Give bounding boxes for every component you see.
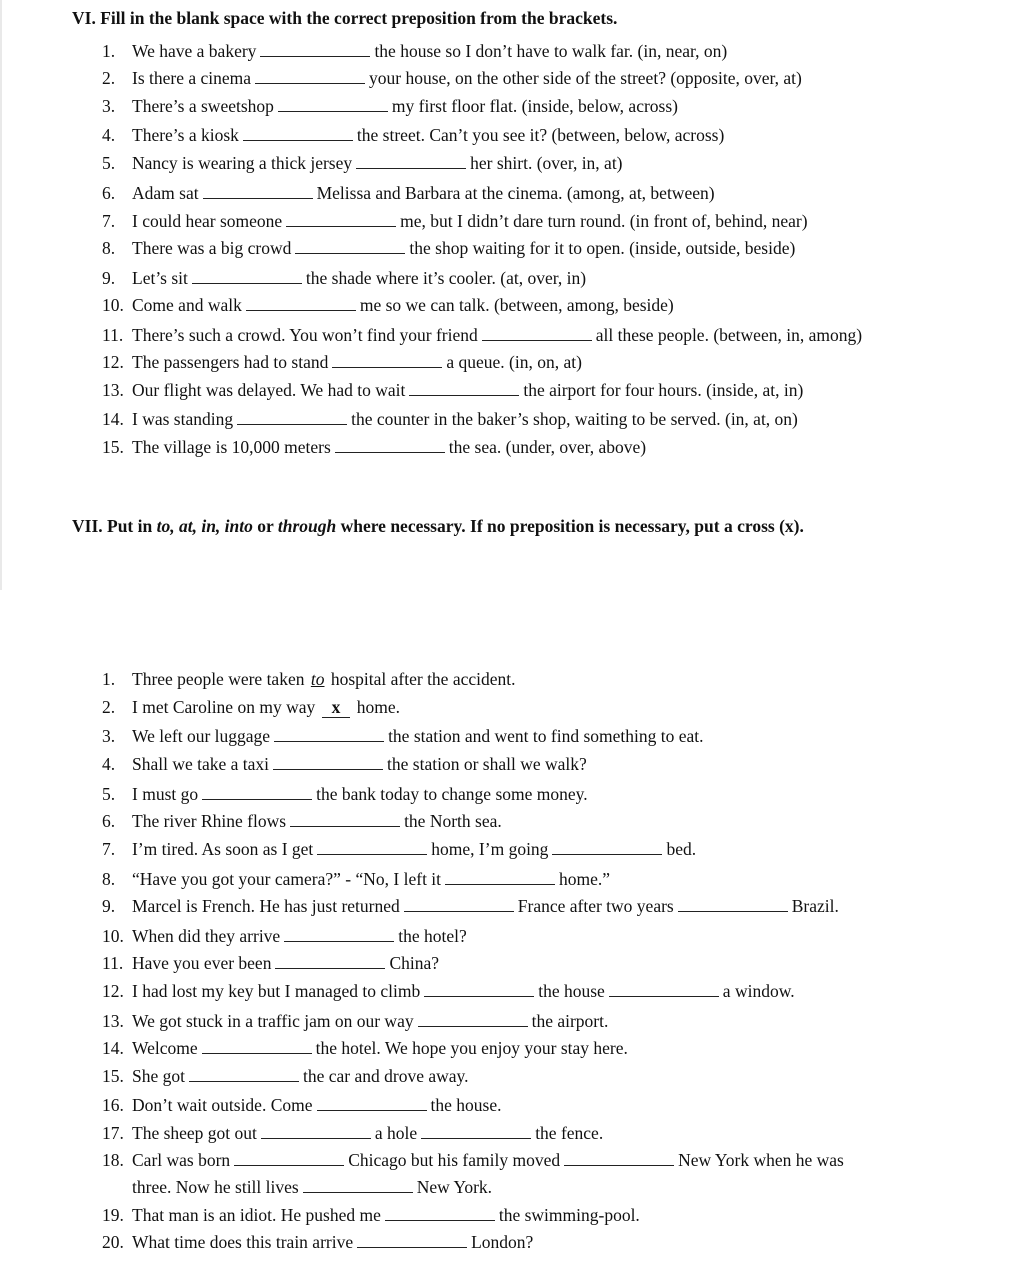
answer-blank[interactable]	[273, 755, 383, 770]
answer-blank[interactable]	[418, 1012, 528, 1027]
item-number: 4.	[102, 125, 116, 145]
answer-blank[interactable]	[303, 1178, 413, 1193]
item-text-after: the bank today to change some money.	[316, 784, 588, 804]
item-text-before: Let’s sit	[132, 268, 188, 288]
item-text-before: I could hear someone	[132, 211, 283, 231]
item-text-after: the shop waiting for it to open. (inside, outside, beside)	[409, 238, 796, 258]
item-text-after: the house so I don’t have to walk far. (in, near, on)	[374, 41, 728, 61]
exercise-6-item-7	[102, 211, 808, 233]
answer-blank[interactable]	[482, 326, 592, 341]
item-number: 7.	[102, 211, 116, 231]
item-number: 15.	[102, 437, 124, 457]
item-number: 14.	[102, 409, 124, 429]
exercise-7-item-18-continued: three. Now he still lives New York.	[132, 1177, 493, 1197]
item-text-before: The passengers had to stand	[132, 352, 329, 372]
exercise-6-item-2	[102, 68, 802, 90]
item-number: 8.	[102, 238, 116, 258]
answer-blank[interactable]	[295, 239, 405, 254]
answer-blank[interactable]	[357, 1233, 467, 1248]
section-6-heading: VI. Fill in the blank space with the correct preposition from the brackets.	[72, 8, 618, 28]
answer-blank[interactable]	[335, 438, 445, 453]
exercise-6-item-9	[102, 268, 586, 290]
item-text-after: her shirt. (over, in, at)	[470, 153, 623, 173]
exercise-7-item-1: 1. Three people were taken to hospital after the accident.	[102, 669, 516, 689]
answer-blank[interactable]	[237, 410, 347, 425]
answer-blank[interactable]	[356, 154, 466, 169]
exercise-7-item-8: 8. “Have you got your camera?” - “No, I left it home.”	[102, 869, 611, 889]
exercise-7b-item-1	[102, 726, 704, 748]
answer-blank[interactable]	[445, 870, 555, 885]
item-text-before: There’s a sweetshop	[132, 96, 274, 116]
answer-blank[interactable]	[192, 269, 302, 284]
item-text-before: We have a bakery	[132, 41, 257, 61]
item-number: 6.	[102, 183, 116, 203]
answer-blank[interactable]	[202, 785, 312, 800]
item-number: 6.	[102, 811, 116, 831]
item-text-before: Is there a cinema	[132, 68, 252, 88]
item-text-after: the airport for four hours. (inside, at, in)	[523, 380, 804, 400]
item-number: 13.	[102, 380, 124, 400]
exercise-7b-item-3	[102, 784, 588, 806]
exercise-7-item-20: 20. What time does this train arrive London?	[102, 1232, 534, 1252]
exercise-7b-item-4	[102, 811, 502, 833]
item-text-before: The river Rhine flows	[132, 811, 287, 831]
exercise-7-item-10: 10. When did they arrive the hotel?	[102, 926, 467, 946]
item-number: 3.	[102, 96, 116, 116]
exercise-6-item-4	[102, 125, 724, 147]
item-number: 4.	[102, 754, 116, 774]
answer-blank[interactable]	[202, 1039, 312, 1054]
exercise-7-item-14: 14. Welcome the hotel. We hope you enjoy your stay here.	[102, 1038, 628, 1058]
item-text-after: me so we can talk. (between, among, beside)	[359, 295, 674, 315]
exercise-6-item-12	[102, 352, 582, 374]
answer-blank[interactable]	[261, 1124, 371, 1139]
item-number: 1.	[102, 41, 116, 61]
exercise-7-item-18: 18. Carl was born Chicago but his family moved New York when he was	[102, 1150, 844, 1170]
item-text-after: the station and went to find something to eat.	[388, 726, 704, 746]
item-text-before: We left our luggage	[132, 726, 271, 746]
item-text-after: the station or shall we walk?	[387, 754, 587, 774]
item-number: 12.	[102, 352, 124, 372]
exercise-6-item-10	[102, 295, 674, 317]
item-text-before: There’s such a crowd. You won’t find your friend	[132, 325, 478, 345]
item-text-after: a queue. (in, on, at)	[446, 352, 582, 372]
answer-blank[interactable]	[189, 1067, 299, 1082]
item-number: 2.	[102, 68, 116, 88]
item-text-after: your house, on the other side of the street? (opposite, over, at)	[369, 68, 802, 88]
answer-blank[interactable]	[552, 840, 662, 855]
section-7-heading: VII. Put in to, at, in, into or through where necessary. If no preposition is necessary, put a cross (x).	[72, 516, 804, 536]
answer-blank[interactable]	[678, 897, 788, 912]
answer-cross: x	[322, 697, 351, 718]
item-number: 9.	[102, 268, 116, 288]
item-text-before: The village is 10,000 meters	[132, 437, 331, 457]
answer-blank[interactable]	[243, 126, 353, 141]
answer-blank[interactable]	[260, 42, 370, 57]
answer-blank[interactable]	[385, 1206, 495, 1221]
answer-filled: to	[310, 669, 325, 689]
answer-blank[interactable]	[278, 97, 388, 112]
exercise-7-item-16: 16. Don’t wait outside. Come the house.	[102, 1095, 502, 1115]
answer-blank[interactable]	[275, 954, 385, 969]
item-text-before: There’s a kiosk	[132, 125, 239, 145]
exercise-7-item-11: 11. Have you ever been China?	[102, 953, 440, 973]
exercise-7-item-9: 9. Marcel is French. He has just returned France after two years Brazil.	[102, 896, 839, 916]
answer-blank[interactable]	[332, 353, 442, 368]
exercise-6-item-11	[102, 325, 862, 347]
answer-blank[interactable]	[255, 69, 365, 84]
item-number: 5.	[102, 153, 116, 173]
exercise-7b-item-2	[102, 754, 587, 776]
item-text-before: Adam sat	[132, 183, 199, 203]
item-number: 11.	[102, 325, 124, 345]
answer-blank[interactable]	[203, 184, 313, 199]
answer-blank[interactable]	[274, 727, 384, 742]
exercise-6-item-8	[102, 238, 795, 260]
exercise-6-item-15	[102, 437, 646, 459]
item-text-after: the sea. (under, over, above)	[448, 437, 647, 457]
item-text-before: Nancy is wearing a thick jersey	[132, 153, 353, 173]
item-text-after: the North sea.	[404, 811, 502, 831]
left-edge-shade	[0, 0, 2, 590]
exercise-7-item-15: 15. She got the car and drove away.	[102, 1066, 469, 1086]
answer-blank[interactable]	[234, 1151, 344, 1166]
answer-blank[interactable]	[317, 1096, 427, 1111]
item-text-after: the counter in the baker’s shop, waiting to be served. (in, at, on)	[351, 409, 798, 429]
exercise-7-item-2: 2. I met Caroline on my way x home.	[102, 697, 400, 717]
item-text-before: Come and walk	[132, 295, 242, 315]
item-text-after: all these people. (between, in, among)	[595, 325, 863, 345]
exercise-6-item-5	[102, 153, 623, 175]
item-text-after: me, but I didn’t dare turn round. (in front of, behind, near)	[400, 211, 808, 231]
exercise-6-item-1	[102, 41, 727, 63]
item-text-after: the street. Can’t you see it? (between, below, across)	[356, 125, 725, 145]
answer-blank[interactable]	[421, 1124, 531, 1139]
answer-blank[interactable]	[609, 982, 719, 997]
exercise-6-item-6	[102, 183, 715, 205]
item-text-before: Our flight was delayed. We had to wait	[132, 380, 406, 400]
exercise-7-item-7: 7. I’m tired. As soon as I get home, I’m going bed.	[102, 839, 697, 859]
answer-blank[interactable]	[286, 212, 396, 227]
exercise-7-item-19: 19. That man is an idiot. He pushed me the swimming-pool.	[102, 1205, 640, 1225]
item-text-before: I must go	[132, 784, 199, 804]
answer-blank[interactable]	[564, 1151, 674, 1166]
answer-blank[interactable]	[409, 381, 519, 396]
item-number: 10.	[102, 295, 124, 315]
item-text-before: There was a big crowd	[132, 238, 292, 258]
exercise-7-item-17: 17. The sheep got out a hole the fence.	[102, 1123, 604, 1143]
exercise-6-item-3	[102, 96, 678, 118]
answer-blank[interactable]	[290, 812, 400, 827]
item-number: 5.	[102, 784, 116, 804]
exercise-6-item-13	[102, 380, 803, 402]
item-text-after: Melissa and Barbara at the cinema. (among, at, between)	[316, 183, 715, 203]
exercise-6-item-14	[102, 409, 798, 431]
answer-blank[interactable]	[424, 982, 534, 997]
item-text-before: I was standing	[132, 409, 234, 429]
exercise-7-item-13: 13. We got stuck in a traffic jam on our way the airport.	[102, 1011, 609, 1031]
item-text-after: the shade where it’s cooler. (at, over, in)	[305, 268, 587, 288]
answer-blank[interactable]	[246, 296, 356, 311]
exercise-7-item-12: 12. I had lost my key but I managed to climb the house a window.	[102, 981, 795, 1001]
item-text-after: my first floor flat. (inside, below, across)	[391, 96, 678, 116]
item-text-before: Shall we take a taxi	[132, 754, 270, 774]
answer-blank[interactable]	[317, 840, 427, 855]
item-number: 3.	[102, 726, 116, 746]
answer-blank[interactable]	[284, 927, 394, 942]
answer-blank[interactable]	[404, 897, 514, 912]
